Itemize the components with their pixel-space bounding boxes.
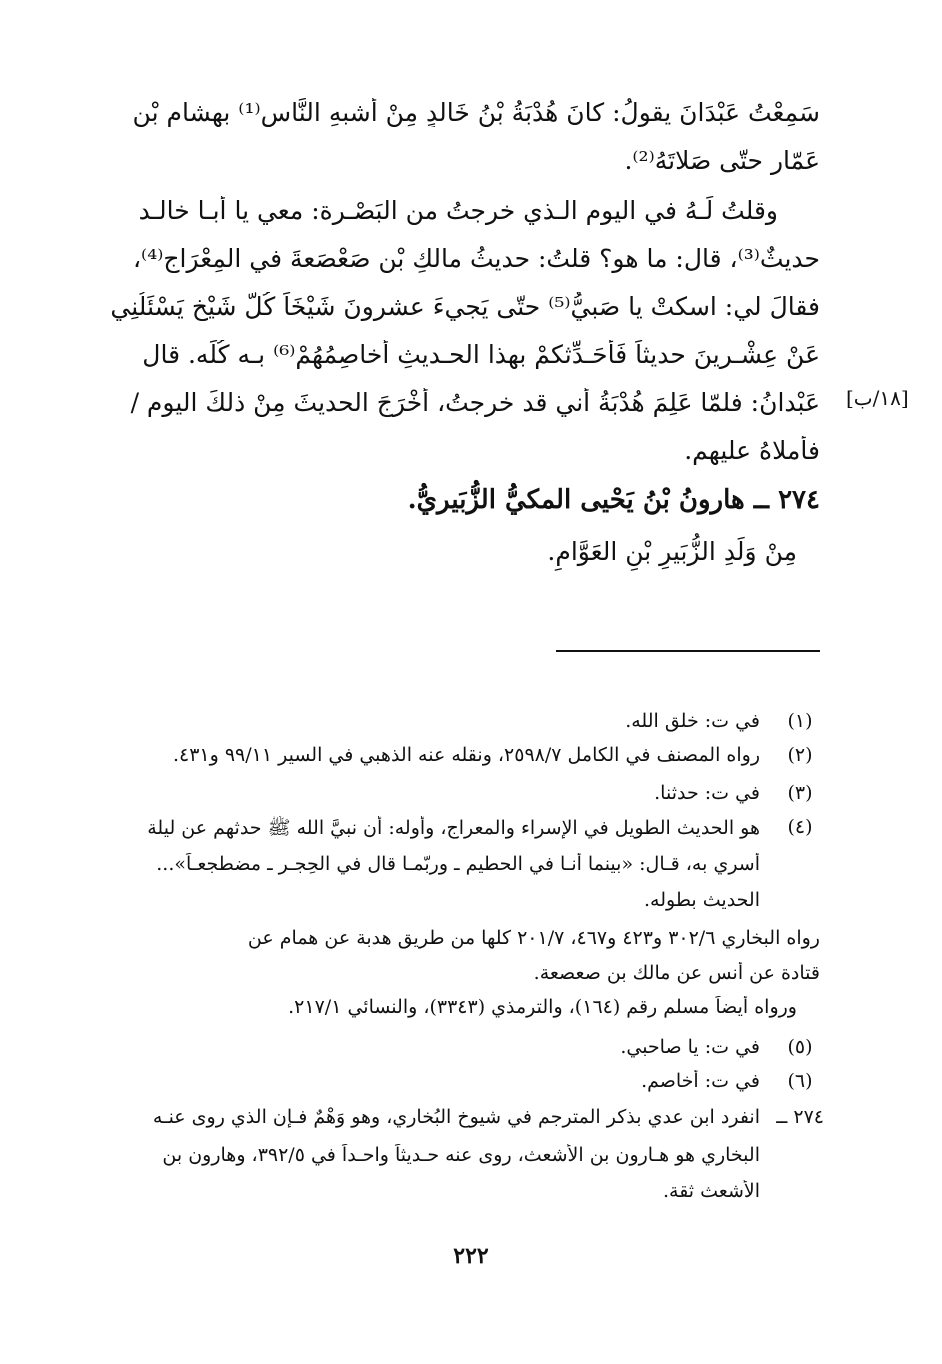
footnote-4-cont-1 [0, 853, 942, 883]
footnote-number: (٥) [787, 1036, 813, 1058]
footnote-text: الأشعث ثقة. [662, 1180, 760, 1202]
footnote-4-cont-2 [0, 889, 942, 919]
entry-subline: مِنْ وَلَدِ الزُّبَيرِ بْنِ العَوَّامِ. [547, 537, 797, 566]
footnote-text: انفرد ابن عدي بذكر المترجم في شيوخ البُخاري، وهو وَهْمٌ فـإن الذي روى عنـه [152, 1106, 760, 1128]
footnote-1 [0, 710, 942, 740]
body-line-8: فأملاهُ عليهم. [684, 436, 820, 465]
footnote-4-extra-2 [0, 962, 942, 992]
footnote-text: في ت: يا صاحبي. [620, 1036, 760, 1058]
footnote-6 [0, 1070, 942, 1100]
footnote-text: البخاري هو هـارون بن الأشعث، روى عنه حـديثاً واحـداً في ٣٩٢/٥، وهارون بن [162, 1144, 760, 1166]
footnote-text: رواه البخاري ٣٠٢/٦ و٤٢٣ و٤٦٧، ٢٠١/٧ كلها من طريق هدبة عن همام عن [247, 927, 820, 949]
footnote-number: (٤) [787, 816, 813, 838]
body-line-5: فقالَ لي: اسكتْ يا صَبيُّ⁽⁵⁾ حتّى يَجيءَ عشرونَ شَيْخَاً كُلُّ شَيْخٍ يَسْئَلُنِي [110, 292, 820, 321]
footnote-5 [0, 1036, 942, 1066]
body-line-6: عَنْ عِشْـرِينَ حديثاً فَأُحَـدِّثكمْ بهذا الحـديثِ أُخاصِمُهُمْ⁽⁶⁾ بـه كُلِّه. قال [142, 340, 820, 369]
footnote-274-cont-2 [0, 1180, 942, 1210]
body-line-4: حديثٌ⁽³⁾، قال: ما هو؟ قلتُ: حديثُ مالكِ بْنِ صَعْصَعةَ في المِعْرَاجِ⁽⁴⁾، [132, 244, 820, 273]
body-line-1: سَمِعْتُ عَبْدَانَ يقولُ: كانَ هُدْبَةُ بْنُ خَالدٍ مِنْ أَشبهِ النَّاسِ⁽¹⁾ بهِشامِ بْنِ [132, 98, 820, 127]
footnote-text: في ت: خلق الله. [625, 710, 760, 732]
footnote-number: (٢) [787, 744, 813, 766]
footnote-4 [0, 816, 942, 846]
page-number: ٢٢٢ [453, 1243, 489, 1269]
footnote-number: (١) [787, 710, 813, 732]
footnote-4-extra-3 [0, 996, 942, 1026]
footnote-text: في ت: حدثنا. [654, 782, 760, 804]
footnote-4-extra-1 [0, 927, 942, 957]
footnote-text: ورواه أيضاً مسلم رقم (١٦٤)، والترمذي (٣٣٤٣)، والنسائي ٢١٧/١. [288, 996, 797, 1018]
footnote-text: قتادة عن أنس عن مالك بن صعصعة. [533, 962, 820, 984]
footnote-text: أُسري به، قـال: «بينما أنـا في الحطيم ـ وربّمـا قال في الحِجـر ـ مضطجعـاً»... [156, 853, 760, 875]
footnote-number: (٦) [787, 1070, 813, 1092]
footnote-text: الحديث بطوله. [644, 889, 760, 911]
footnote-2 [0, 744, 942, 774]
body-line-7: عَبْدانُ: فلمّا عَلِمَ هُدْبَةُ أني قد خرجتُ، أَخْرَجَ الحديثَ مِنْ ذلكَ اليومِ / [130, 388, 820, 417]
footnote-number: ٢٧٤ ــ [776, 1106, 824, 1128]
body-line-3: وقلتُ لَـهُ في اليوم الـذي خرجتُ من البَصْـرة: معي يا أبـا خالـد [138, 196, 778, 225]
footnote-274-cont-1 [0, 1144, 942, 1174]
footnote-274 [0, 1106, 942, 1136]
entry-heading: ٢٧٤ ــ هارونُ بْنُ يَحْيى المكيُّ الزُّبَيريُّ. [407, 485, 820, 515]
footnote-3 [0, 782, 942, 812]
footnote-separator-rule [556, 650, 820, 652]
footnote-text: هو الحديث الطويل في الإسراء والمعراج، وأوله: أن نبيَّ الله ﷺ حدثهم عن ليلة [147, 817, 760, 839]
body-line-2: عَمّارٍ حتّى صَلاتَهُ⁽²⁾. [624, 146, 820, 175]
footnote-text: رواه المصنف في الكامل ٢٥٩٨/٧، ونقله عنه الذهبي في السير ٩٩/١١ و٤٣١. [172, 744, 760, 766]
footnote-number: (٣) [787, 782, 813, 804]
footnote-text: في ت: أخاصم. [641, 1070, 760, 1092]
marginal-folio-note: [١٨/ب] [846, 386, 909, 410]
